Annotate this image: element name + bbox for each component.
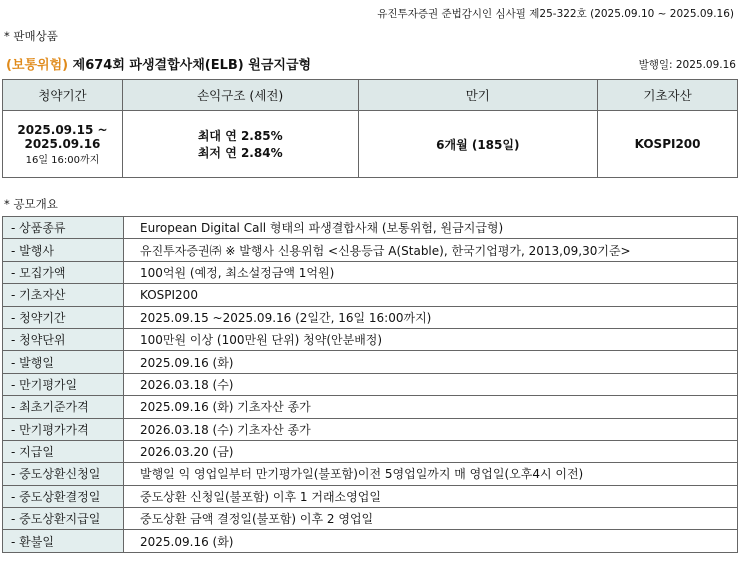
outline-value: 2025.09.16 (화) 기초자산 종가: [124, 396, 738, 418]
outline-key: - 모집가액: [3, 261, 124, 283]
outline-key: - 중도상환결정일: [3, 485, 124, 507]
outline-key: - 중도상환지급일: [3, 508, 124, 530]
outline-row: [3, 306, 738, 328]
outline-row: [3, 485, 738, 507]
outline-key: - 발행사: [3, 239, 124, 261]
outline-value: KOSPI200: [124, 284, 738, 306]
product-name: 제674회 파생결합사채(ELB) 원금지급형: [72, 58, 312, 73]
outline-row: [3, 328, 738, 350]
sales-section-label: * 판매상품: [4, 29, 58, 43]
payoff-cell: [122, 111, 358, 178]
outline-row: [3, 396, 738, 418]
outline-row: [3, 530, 738, 552]
outline-key: - 발행일: [3, 351, 124, 373]
outline-value: European Digital Call 형태의 파생결합사채 (보통위험, 원금지급형): [124, 217, 738, 239]
outline-key: - 청약기간: [3, 306, 124, 328]
outline-value: 2025.09.16 (화): [124, 530, 738, 552]
outline-value: 발행일 익 영업일부터 만기평가일(불포함)이전 5영업일까지 매 영업일(오후4시 이전): [124, 463, 738, 485]
outline-value: 2025.09.16 (화): [124, 351, 738, 373]
outline-row: [3, 351, 738, 373]
header-underlying: 기초자산: [598, 80, 738, 111]
compliance-notice: 유진투자증권 준법감시인 심사필 제25-322호 (2025.09.10 ~ 2025.09.16): [377, 8, 734, 20]
outline-row: [3, 239, 738, 261]
outline-key: - 만기평가가격: [3, 418, 124, 440]
outline-key: - 최초기준가격: [3, 396, 124, 418]
outline-table: [2, 216, 738, 553]
subscription-line1: 2025.09.15 ~: [17, 122, 108, 137]
outline-row: [3, 440, 738, 462]
outline-row: [3, 373, 738, 395]
payoff-max: 최대 연 2.85%: [197, 129, 283, 143]
subscription-period-cell: [3, 111, 123, 178]
subscription-line2: 2025.09.16: [24, 136, 101, 151]
outline-key: - 환불일: [3, 530, 124, 552]
outline-row: [3, 508, 738, 530]
outline-key: - 중도상환신청일: [3, 463, 124, 485]
outline-row: [3, 261, 738, 283]
risk-label: (보통위험): [6, 58, 69, 73]
product-title: [6, 54, 311, 73]
header-maturity: 만기: [358, 80, 598, 111]
outline-row: [3, 418, 738, 440]
maturity-cell: 6개월 (185일): [358, 111, 598, 178]
outline-value: 2026.03.18 (수): [124, 373, 738, 395]
header-subscription: 청약기간: [3, 80, 123, 111]
outline-value: 유진투자증권㈜ ※ 발행사 신용위험 <신용등급 A(Stable), 한국기업평가, 2013,09,30기준>: [124, 239, 738, 261]
outline-key: - 지급일: [3, 440, 124, 462]
outline-row: [3, 284, 738, 306]
outline-value: 100억원 (예정, 최소설정금액 1억원): [124, 261, 738, 283]
outline-value: 2025.09.15 ~2025.09.16 (2일간, 16일 16:00까지): [124, 306, 738, 328]
outline-key: - 청약단위: [3, 328, 124, 350]
outline-value: 중도상환 신청일(불포함) 이후 1 거래소영업일: [124, 485, 738, 507]
payoff-min: 최저 연 2.84%: [197, 146, 283, 160]
outline-value: 2026.03.18 (수) 기초자산 종가: [124, 418, 738, 440]
outline-value: 100만원 이상 (100만원 단위) 청약(안분배정): [124, 328, 738, 350]
subscription-note: 16일 16:00까지: [25, 154, 100, 166]
header-payoff: 손익구조 (세전): [122, 80, 358, 111]
summary-table: [2, 79, 738, 178]
issue-date: 발행일: 2025.09.16: [638, 59, 736, 71]
underlying-cell: KOSPI200: [598, 111, 738, 178]
outline-key: - 상품종류: [3, 217, 124, 239]
outline-value: 2026.03.20 (금): [124, 440, 738, 462]
outline-section-label: * 공모개요: [4, 197, 58, 211]
outline-row: [3, 217, 738, 239]
outline-key: - 기초자산: [3, 284, 124, 306]
outline-key: - 만기평가일: [3, 373, 124, 395]
outline-value: 중도상환 금액 결정일(불포함) 이후 2 영업일: [124, 508, 738, 530]
outline-row: [3, 463, 738, 485]
